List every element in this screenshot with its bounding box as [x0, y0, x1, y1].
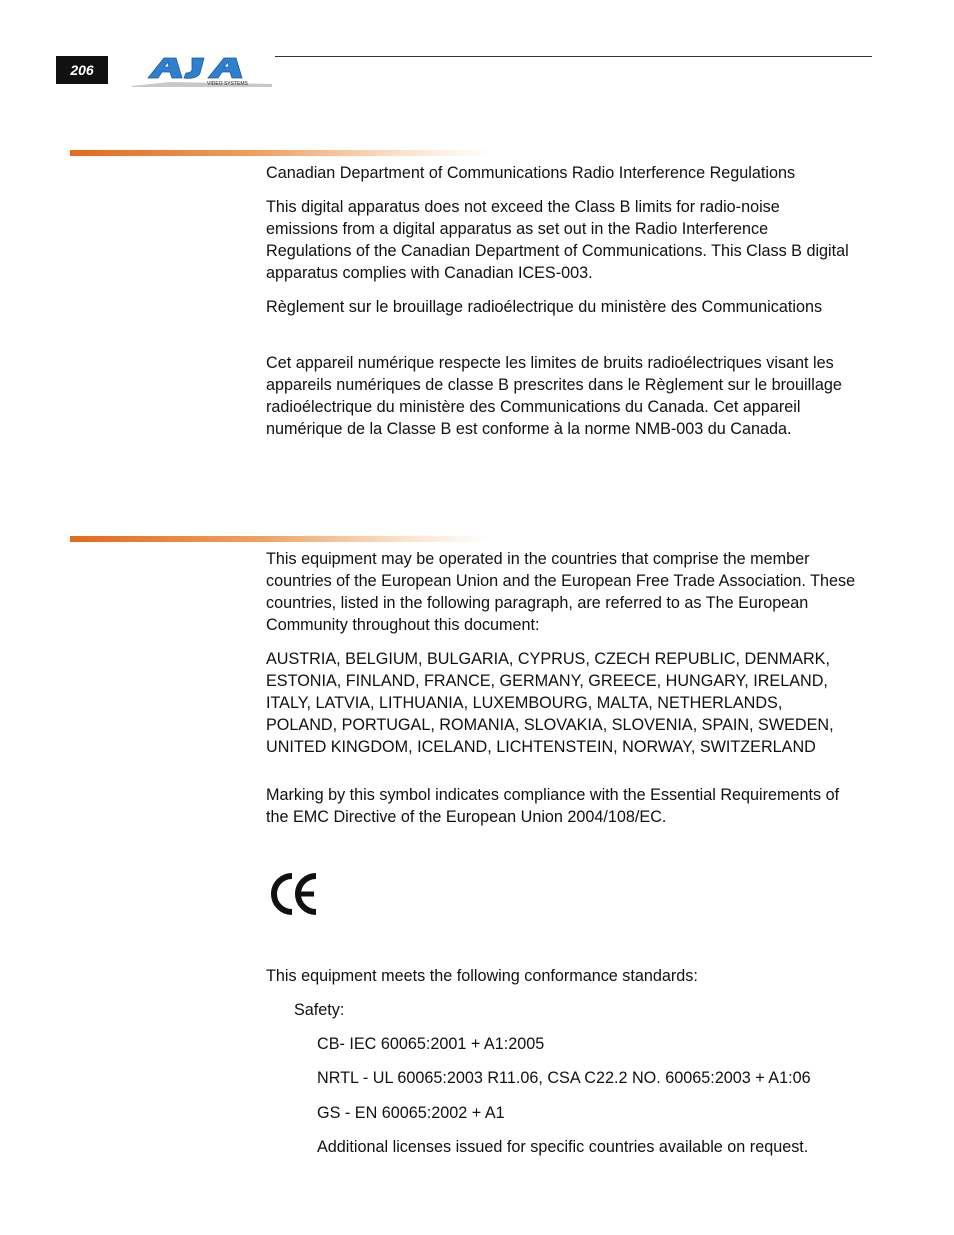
country-list: AUSTRIA, BELGIUM, BULGARIA, CYPRUS, CZECH REPUBLIC, DENMARK, ESTONIA, FINLAND, FRANCE, GERMANY, GREECE, HUNGARY, IRELAND, ITALY, LATVIA, LITHUANIA, LUXEMBOURG, MALTA, NETHERLANDS, POLAND, PORTUGAL, ROMANIA, SLOVAKIA, SLOVENIA, SPAIN, SWEDEN, UNITED KINGDOM, ICELAND, LICHTENSTEIN, NORWAY, SWITZERLAND — [266, 650, 834, 756]
canada-heading: Canadian Department of Communications Radio Interference Regulations — [266, 164, 796, 182]
canada-paragraph-en: This digital apparatus does not exceed the Class B limits for radio-noise emissions from a digital apparatus as set out in the Radio Interference Regulations of the Canadian Department of Communications. This Class B digital apparatus complies with Canadian ICES-003. — [266, 198, 849, 282]
standard-item: Additional licenses issued for specific countries available on request. — [317, 1138, 809, 1156]
logo-subtitle: VIDEO SYSTEMS — [207, 81, 248, 87]
europe-intro: This equipment may be operated in the countries that comprise the member countries of the European Union and the European Free Trade Association. These countries, listed in the following paragraph, are referred to as The European Community throughout this document: — [266, 550, 856, 634]
page-number: 206 — [56, 56, 108, 84]
conformance-intro: This equipment meets the following conformance standards: — [266, 967, 698, 985]
section-divider — [70, 150, 490, 156]
canada-paragraph-fr: Cet appareil numérique respecte les limites de bruits radioélectriques visant les appareils numériques de classe B prescrites dans le Règlement sur le brouillage radioélectrique du ministère des Communications du Canada. Cet appareil numérique de la Classe B est conforme à la norme NMB-003 du Canada. — [266, 354, 842, 438]
standard-item: GS - EN 60065:2002 + A1 — [317, 1104, 505, 1122]
standard-item: NRTL - UL 60065:2003 R11.06, CSA C22.2 NO. 60065:2003 + A1:06 — [317, 1069, 811, 1087]
section-divider — [70, 536, 490, 542]
aja-logo — [130, 54, 275, 88]
safety-label: Safety: — [294, 1001, 345, 1019]
ce-marking-text: Marking by this symbol indicates compliance with the Essential Requirements of the EMC Directive of the European Union 2004/108/EC. — [266, 786, 840, 826]
header-rule — [275, 56, 872, 57]
canada-heading-fr: Règlement sur le brouillage radioélectrique du ministère des Communications — [266, 298, 823, 316]
standard-item: CB- IEC 60065:2001 + A1:2005 — [317, 1035, 545, 1053]
ce-mark-icon — [270, 870, 322, 918]
